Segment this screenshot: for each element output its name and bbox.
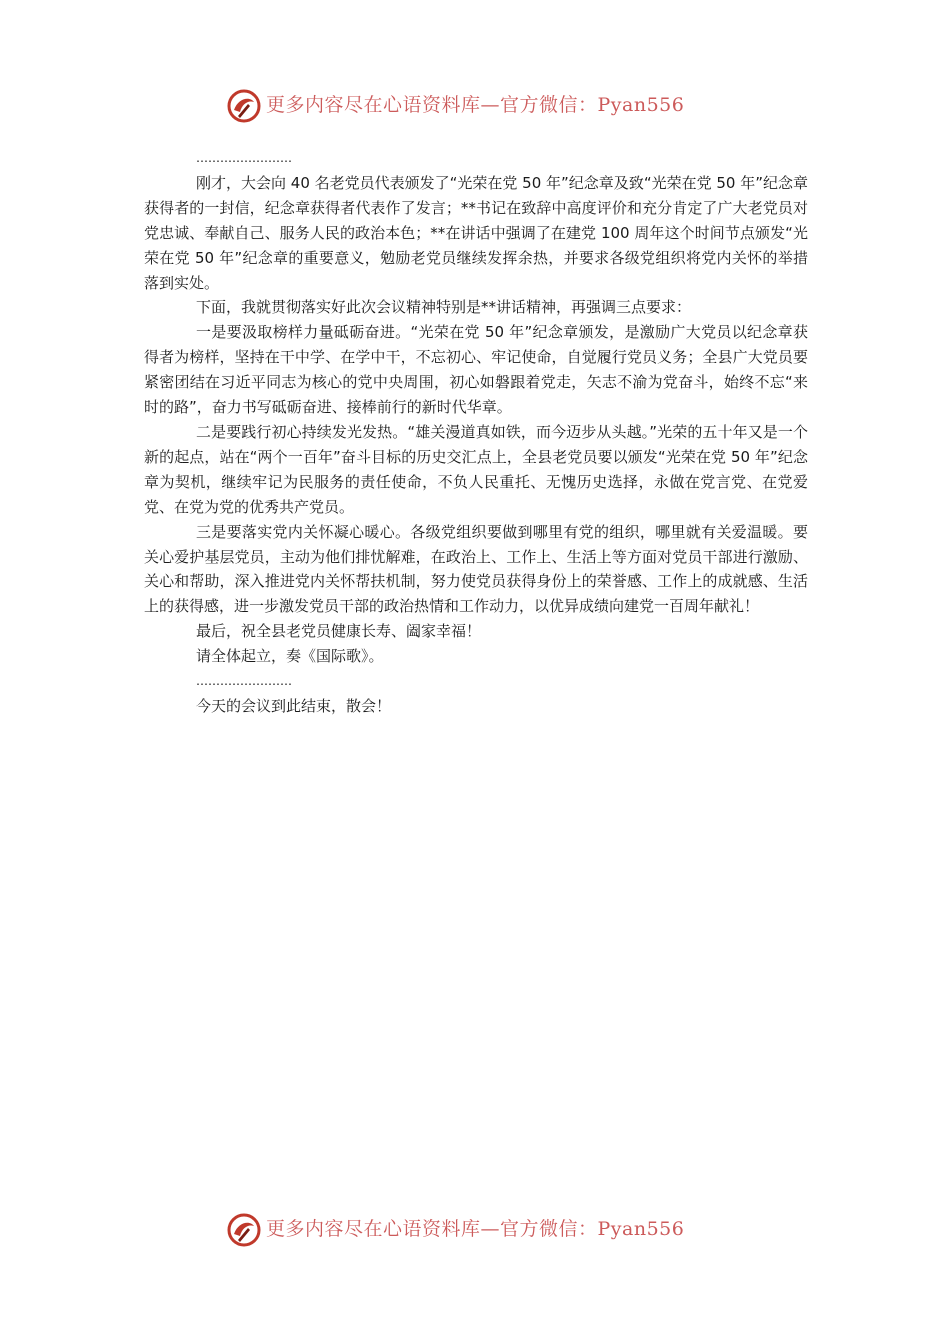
paragraph: 请全体起立，奏《国际歌》。 xyxy=(196,647,384,666)
paragraph: 二是要践行初心持续发光发热。“雄关漫道真如铁，而今迈步从头越。”光荣的五十年又是一个新的起点，站在“两个一百年”奋斗目标的历史交汇点上，全县老党员要以颁发“光荣在党 50 年”纪念章为契机，继续牢记为民服务的责任使命，不负人民重托、无愧历史选择，永做在党言党、在党爱党、在党为党的优秀共产党员。 xyxy=(144,422,808,516)
paragraph: 一是要汲取榜样力量砥砺奋进。“光荣在党 50 年”纪念章颁发，是激励广大党员以纪念章获得者为榜样，坚持在干中学、在学中干，不忘初心、牢记使命，自觉履行党员义务；全县广大党员要紧密团结在习近平同志为核心的党中央周围，初心如磐跟着党走，矢志不渝为党奋斗，始终不忘“来时的路”，奋力书写砥砺奋进、接棒前行的新时代华章。 xyxy=(144,323,808,417)
watermark-text: 更多内容尽在心语资料库—官方微信：Pyan556 xyxy=(266,1218,685,1240)
watermark-banner-bottom xyxy=(0,1210,950,1250)
paragraph: 三是要落实党内关怀凝心暖心。各级党组织要做到哪里有党的组织，哪里就有关爱温暖。要关心爱护基层党员，主动为他们排忧解难，在政治上、工作上、生活上等方面对党员干部进行激励、关心和帮助，深入推进党内关怀帮扶机制，努力使党员获得身份上的荣誉感、工作上的成就感、生活上的获得感，进一步激发党员干部的政治热情和工作动力，以优异成绩向建党一百周年献礼！ xyxy=(144,522,808,616)
red-swirl-logo-icon xyxy=(226,1212,262,1248)
watermark-text: 更多内容尽在心语资料库—官方微信：Pyan556 xyxy=(266,94,685,116)
paragraph: 下面，我就贯彻落实好此次会议精神特别是**讲话精神，再强调三点要求： xyxy=(196,298,692,317)
paragraph: 刚才，大会向 40 名老党员代表颁发了“光荣在党 50 年”纪念章及致“光荣在党 50 年”纪念章获得者的一封信，纪念章获得者代表作了发言；**书记在致辞中高度评价和充分肯定了广大老党员对党忠诚、奉献自己、服务人民的政治本色；**在讲话中强调了在建党 100 周年这个时间节点颁发“光荣在党 50 年”纪念章的重要意义，勉励老党员继续发挥余热，并要求各级党组织将党内关怀的举措落到实处。 xyxy=(144,173,808,292)
ellipsis-line: …………………… xyxy=(196,674,292,689)
document-body xyxy=(144,146,808,719)
watermark-banner-top xyxy=(0,86,950,126)
paragraph: 最后，祝全县老党员健康长寿、阖家幸福！ xyxy=(196,622,482,641)
ellipsis-line: …………………… xyxy=(196,151,292,165)
paragraph: 今天的会议到此结束，散会！ xyxy=(196,696,392,715)
red-swirl-logo-icon xyxy=(226,88,262,124)
